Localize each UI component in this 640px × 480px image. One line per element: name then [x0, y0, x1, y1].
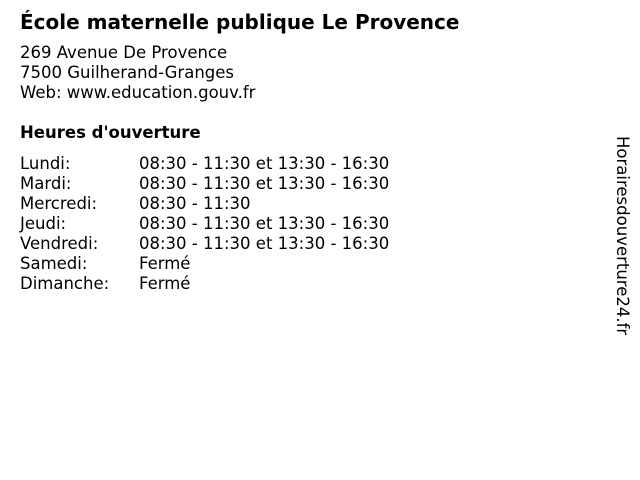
place-title: École maternelle publique Le Provence [20, 10, 460, 34]
website-line: Web: www.education.gouv.fr [20, 83, 256, 102]
hours-heading: Heures d'ouverture [20, 123, 201, 142]
address-block [20, 43, 255, 103]
day-label: Vendredi: [20, 234, 99, 253]
day-label: Dimanche: [20, 274, 110, 293]
day-hours: 08:30 - 11:30 et 13:30 - 16:30 [139, 214, 390, 233]
site-watermark: Horairesdouverture24.fr [613, 136, 632, 336]
day-hours: Fermé [139, 274, 191, 293]
day-label: Jeudi: [20, 214, 67, 233]
day-hours: Fermé [139, 254, 191, 273]
day-label: Mardi: [20, 174, 72, 193]
day-label: Samedi: [20, 254, 88, 273]
day-hours: 08:30 - 11:30 et 13:30 - 16:30 [139, 234, 390, 253]
day-label: Mercredi: [20, 194, 98, 213]
day-hours: 08:30 - 11:30 et 13:30 - 16:30 [139, 154, 390, 173]
day-hours: 08:30 - 11:30 [139, 194, 251, 213]
address-city: 7500 Guilherand-Granges [20, 63, 235, 82]
address-street: 269 Avenue De Provence [20, 43, 228, 62]
day-hours: 08:30 - 11:30 et 13:30 - 16:30 [139, 174, 390, 193]
day-label: Lundi: [20, 154, 71, 173]
